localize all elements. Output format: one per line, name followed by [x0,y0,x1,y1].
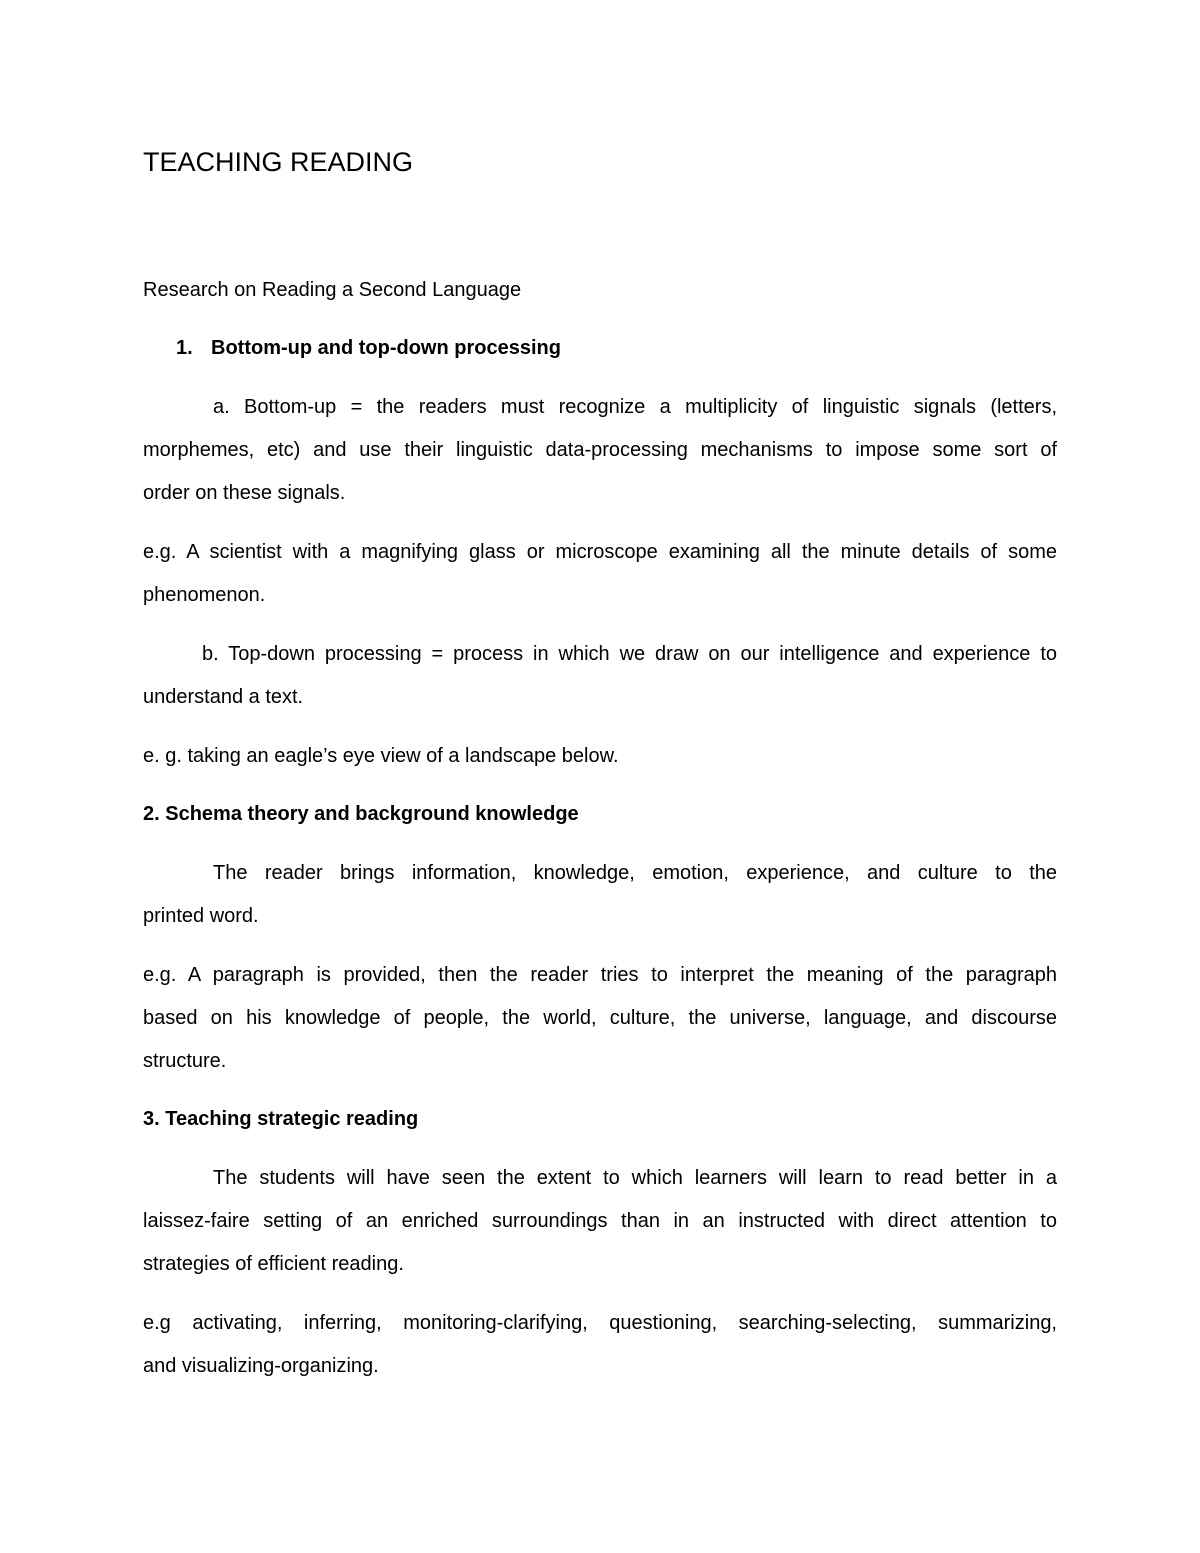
section-1a-line-2: morphemes, etc) and use their linguistic data-processing mechanisms to impose some sort of [143,439,1057,461]
section-1a-example-line-2: phenomenon. [143,584,266,606]
section-1b-line-1: b. Top-down processing = process in which we draw on our intelligence and experience to [202,643,1057,665]
section-3-example-line-2: and visualizing-organizing. [143,1355,379,1377]
section-3-body-line-2: laissez-faire setting of an enriched surroundings than in an instructed with direct attention to [143,1210,1057,1232]
section-1-number: 1. [176,337,193,359]
document-title: TEACHING READING [143,147,414,177]
section-2-example-line-1: e.g. A paragraph is provided, then the reader tries to interpret the meaning of the paragraph [143,964,1057,986]
section-3-example-line-1: e.g activating, inferring, monitoring-clarifying, questioning, searching-selecting, summarizing, [143,1312,1057,1334]
section-1a-line-3: order on these signals. [143,482,346,504]
section-2-example-line-3: structure. [143,1050,227,1072]
section-1b-line-2: understand a text. [143,686,304,708]
section-3-body-line-1: The students will have seen the extent to which learners will learn to read better in a [213,1167,1057,1189]
section-1-heading: Bottom-up and top-down processing [211,337,561,359]
section-2-body-line-2: printed word. [143,905,259,927]
section-1a-line-1: a. Bottom-up = the readers must recognize a multiplicity of linguistic signals (letters, [213,396,1057,418]
section-3-heading: 3. Teaching strategic reading [143,1108,419,1130]
section-1b-example: e. g. taking an eagle’s eye view of a landscape below. [143,745,619,767]
document-subtitle: Research on Reading a Second Language [143,279,522,301]
section-1a-example-line-1: e.g. A scientist with a magnifying glass or microscope examining all the minute details of some [143,541,1057,563]
section-3-body-line-3: strategies of efficient reading. [143,1253,404,1275]
section-2-heading: 2. Schema theory and background knowledge [143,803,579,825]
section-2-example-line-2: based on his knowledge of people, the world, culture, the universe, language, and discourse [143,1007,1057,1029]
section-2-body-line-1: The reader brings information, knowledge, emotion, experience, and culture to the [213,862,1057,884]
